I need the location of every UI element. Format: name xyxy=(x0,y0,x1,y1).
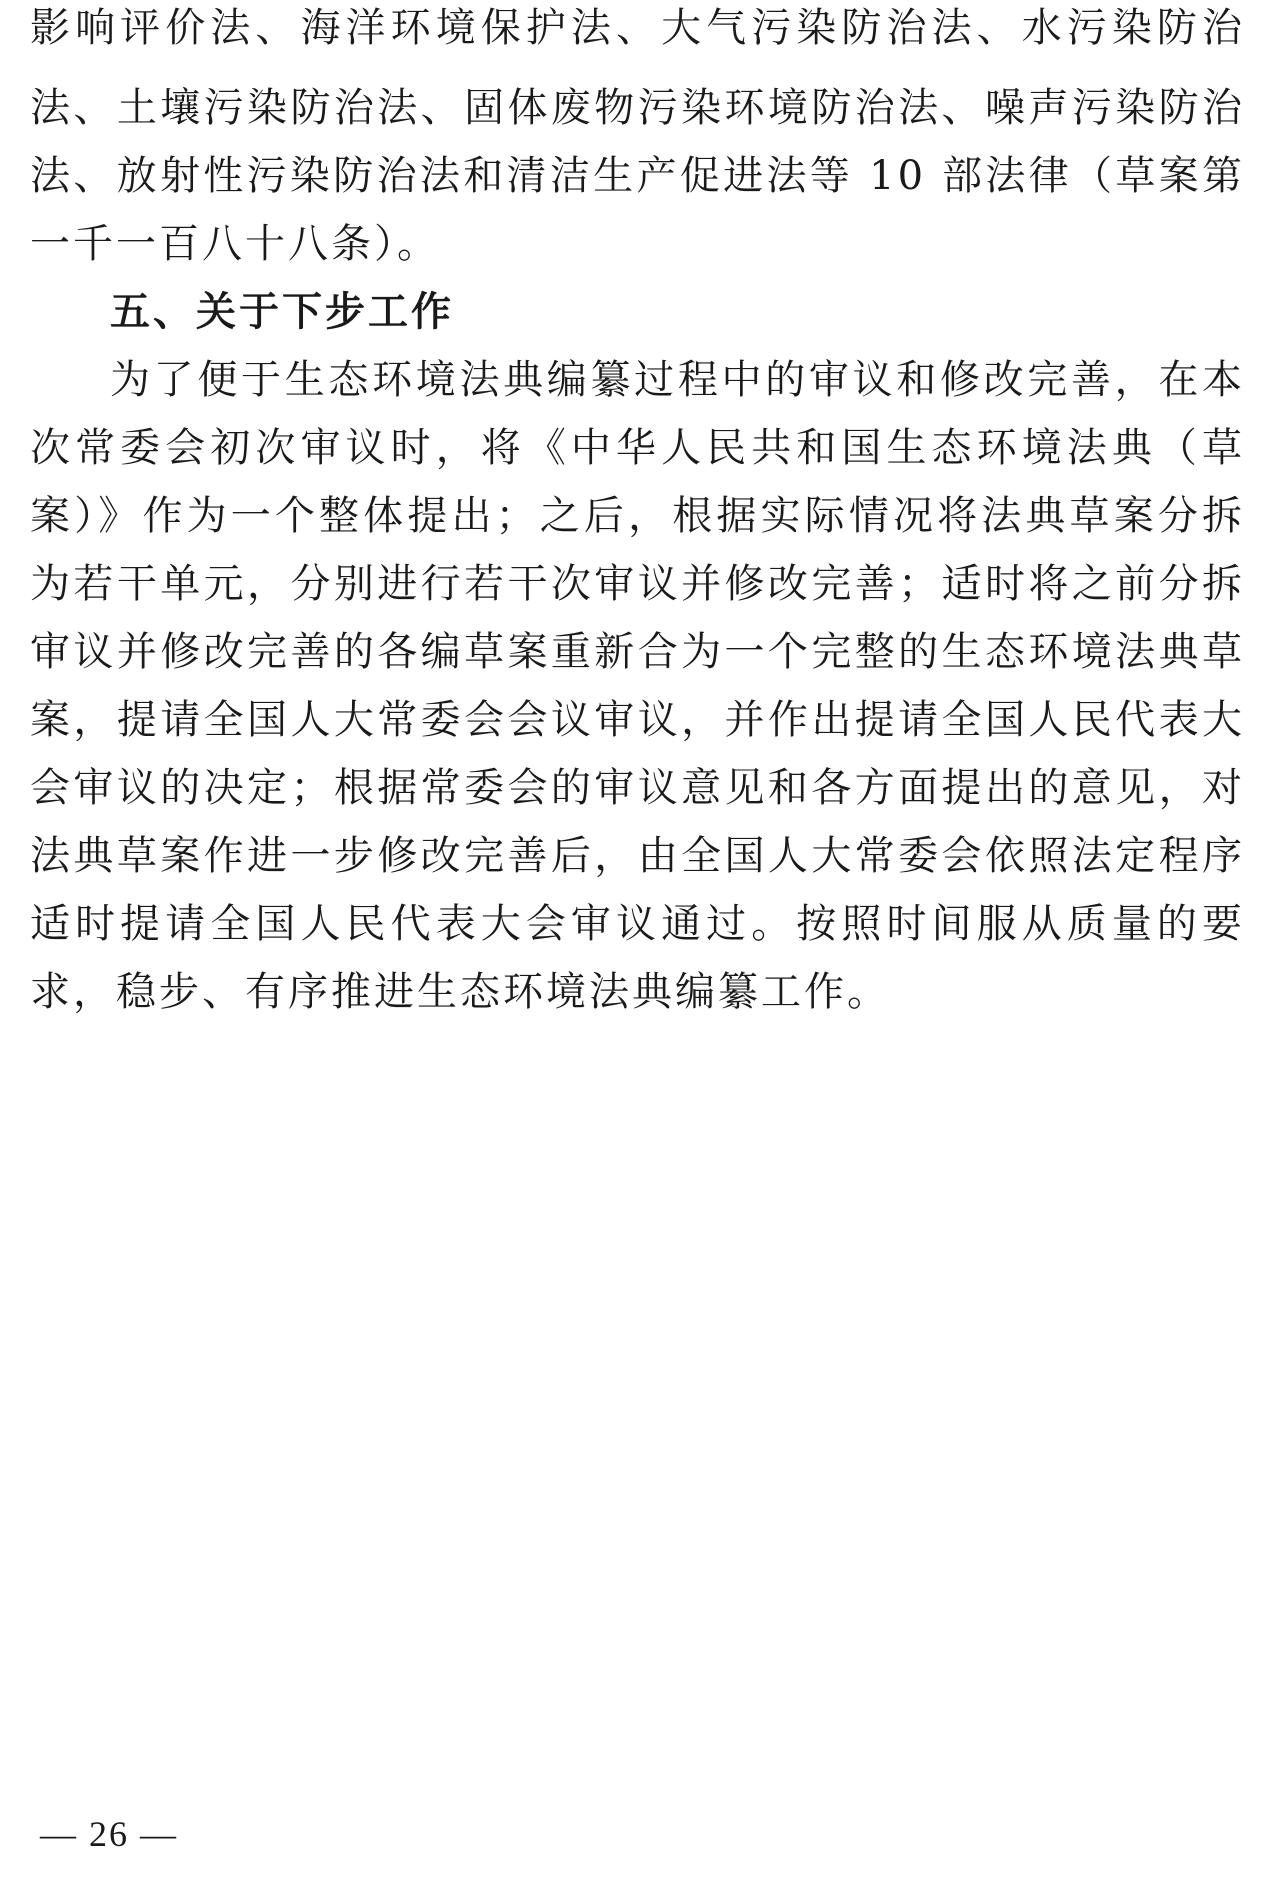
body-line-4: 一千一百八十八条）。 xyxy=(30,221,440,267)
paragraph-line-5: 审议并修改完善的各编草案重新合为一个完整的生态环境法典草 xyxy=(30,629,1245,675)
paragraph-line-1: 为了便于生态环境法典编纂过程中的审议和修改完善，在本 xyxy=(110,357,1245,403)
body-line-2: 法、土壤污染防治法、固体废物污染环境防治法、噪声污染防治 xyxy=(30,85,1245,131)
body-line-1: 影响评价法、海洋环境保护法、大气污染防治法、水污染防治 xyxy=(30,5,1245,51)
paragraph-line-9: 适时提请全国人民代表大会审议通过。按照时间服从质量的要 xyxy=(30,901,1245,947)
paragraph-line-4: 为若干单元，分别进行若干次审议并修改完善；适时将之前分拆 xyxy=(30,561,1245,607)
page-number: — 26 — xyxy=(40,1814,178,1854)
paragraph-line-7: 会审议的决定；根据常委会的审议意见和各方面提出的意见，对 xyxy=(30,765,1245,811)
paragraph-line-6: 案，提请全国人大常委会会议审议，并作出提请全国人民代表大 xyxy=(30,697,1245,743)
section-heading: 五、关于下步工作 xyxy=(110,289,454,335)
paragraph-line-3: 案）》作为一个整体提出；之后，根据实际情况将法典草案分拆 xyxy=(30,493,1245,539)
paragraph-line-10: 求，稳步、有序推进生态环境法典编纂工作。 xyxy=(30,969,890,1015)
paragraph-line-8: 法典草案作进一步修改完善后，由全国人大常委会依照法定程序 xyxy=(30,833,1245,879)
paragraph-line-2: 次常委会初次审议时，将《中华人民共和国生态环境法典（草 xyxy=(30,425,1245,471)
body-line-3: 法、放射性污染防治法和清洁生产促进法等 10 部法律（草案第 xyxy=(30,153,1245,199)
